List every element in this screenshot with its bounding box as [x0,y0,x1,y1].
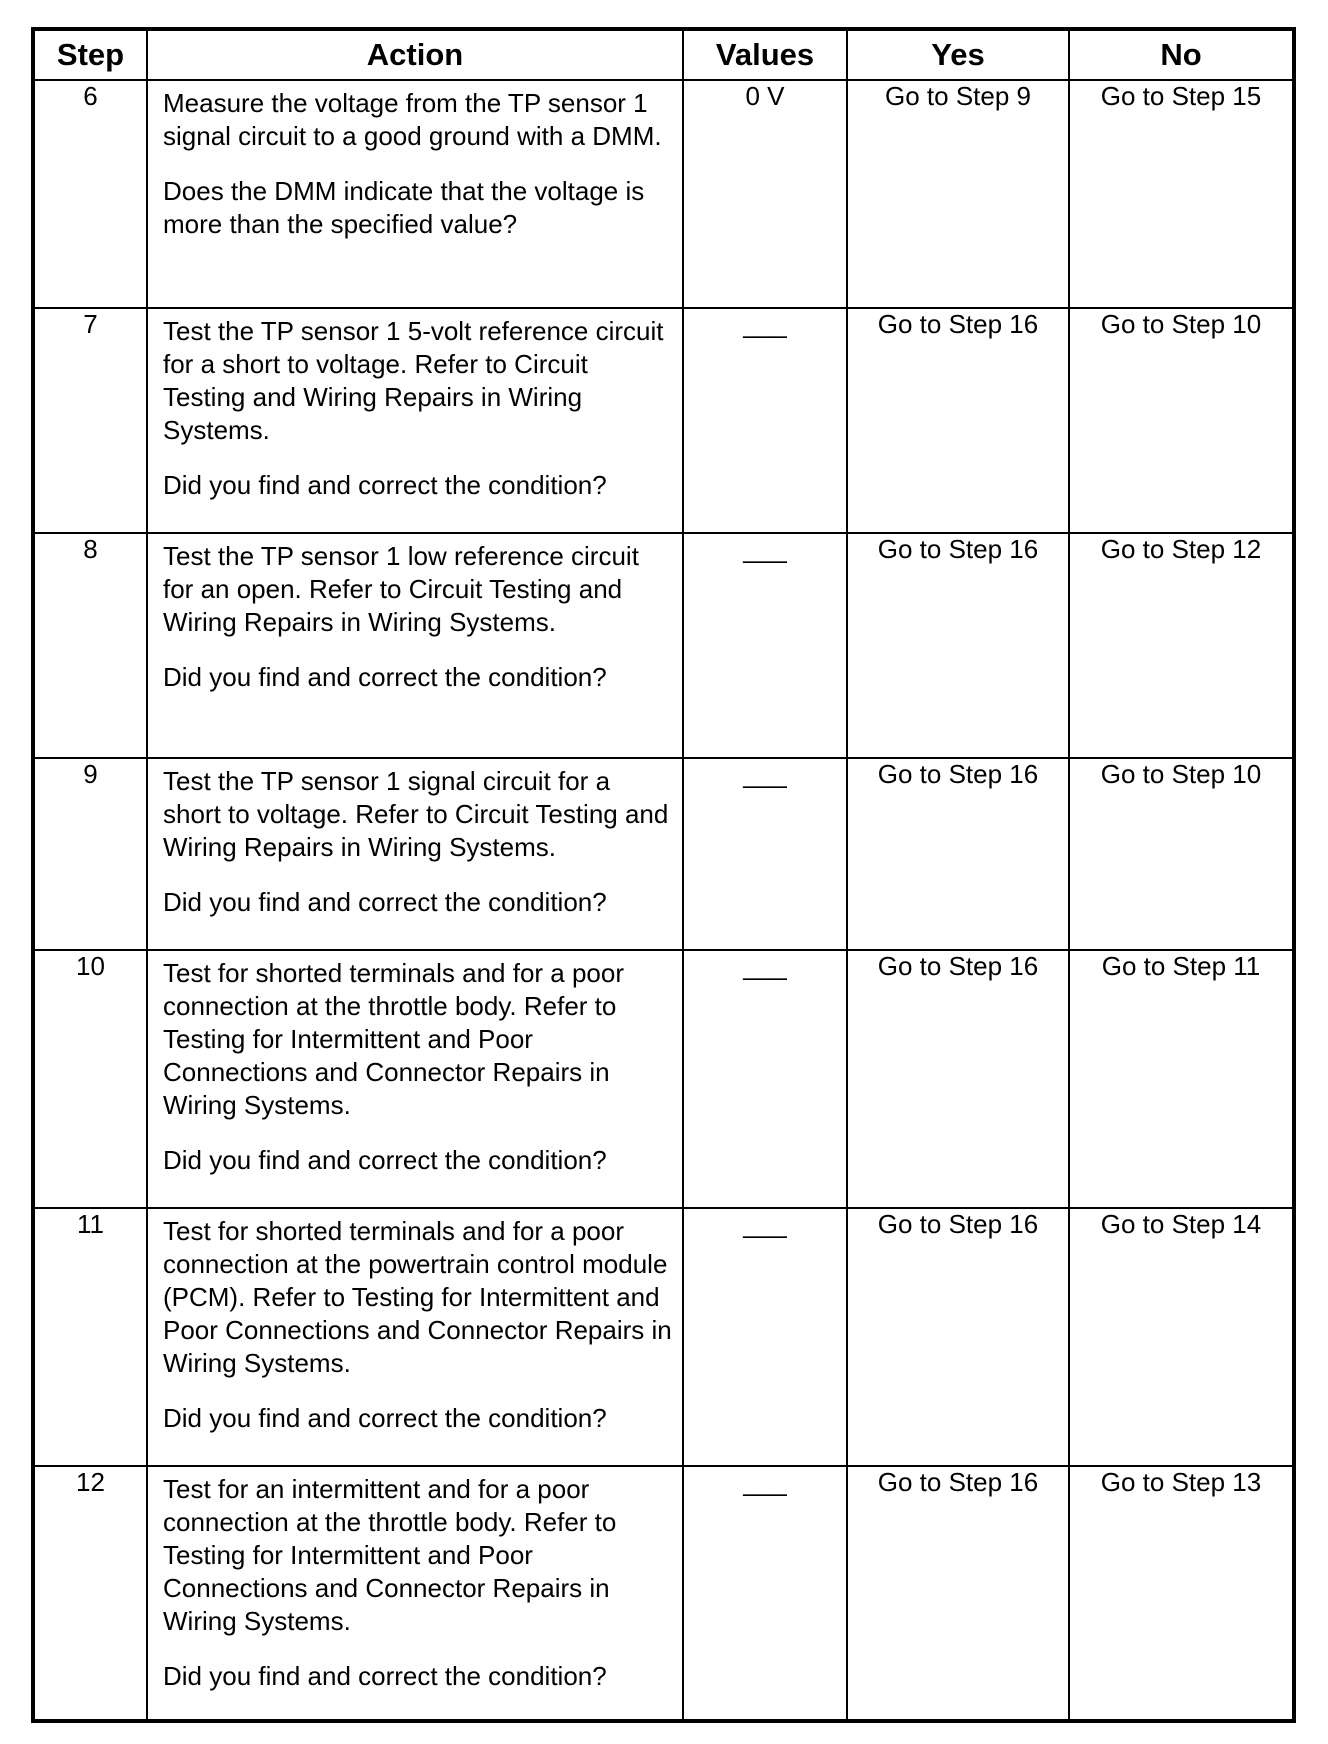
no-cell [1069,1466,1294,1721]
action-question: Does the DMM indicate that the voltage is more than the specified value? [163,176,645,239]
yes-goto: Go to Step 16 [877,1467,1039,1497]
value-cell: ___ [683,308,847,533]
diagnostic-table [31,27,1296,1723]
action-question: Did you find and correct the condition? [163,887,607,917]
yes-cell [847,1466,1069,1721]
yes-cell [847,308,1069,533]
action-instruction: Test for shorted terminals and for a poor connection at the throttle body. Refer to Testing for Intermittent and Poor Connections and Connector Repairs in Wiring Systems. [163,958,625,1120]
step-number: 11 [33,1208,147,1466]
header-action: Action [147,29,683,80]
no-goto: Go to Step 10 [1100,309,1262,339]
value-cell: ___ [683,950,847,1208]
step-number: 10 [33,950,147,1208]
value-cell: ___ [683,1466,847,1721]
action-cell [147,80,683,308]
yes-cell [847,758,1069,950]
action-instruction: Test the TP sensor 1 low reference circuit for an open. Refer to Circuit Testing and Wiring Repairs in Wiring Systems. [163,541,639,637]
no-goto: Go to Step 10 [1100,759,1262,789]
action-instruction: Measure the voltage from the TP sensor 1 signal circuit to a good ground with a DMM. [163,88,662,151]
yes-goto: Go to Step 16 [877,309,1039,339]
table-row [33,758,1294,950]
yes-cell [847,80,1069,308]
yes-goto: Go to Step 16 [877,759,1039,789]
no-goto: Go to Step 15 [1100,81,1262,111]
header-yes: Yes [847,29,1069,80]
step-number: 7 [33,308,147,533]
action-instruction: Test for an intermittent and for a poor connection at the throttle body. Refer to Testing for Intermittent and Poor Connections and Connector Repairs in Wiring Systems. [163,1474,617,1636]
yes-cell [847,533,1069,758]
yes-goto: Go to Step 9 [885,81,1031,111]
action-instruction: Test the TP sensor 1 5-volt reference circuit for a short to voltage. Refer to Circuit Testing and Wiring Repairs in Wiring Systems. [163,316,664,445]
table-row [33,1466,1294,1721]
yes-goto: Go to Step 16 [877,951,1039,981]
action-question: Did you find and correct the condition? [163,662,607,692]
no-cell [1069,80,1294,308]
action-cell [147,533,683,758]
action-cell [147,1208,683,1466]
step-number: 6 [33,80,147,308]
no-cell [1069,950,1294,1208]
header-step: Step [33,29,147,80]
yes-cell [847,950,1069,1208]
value-cell: ___ [683,533,847,758]
value-cell: ___ [683,1208,847,1466]
no-cell [1069,533,1294,758]
yes-cell [847,1208,1069,1466]
action-instruction: Test for shorted terminals and for a poor connection at the powertrain control module (PCM). Refer to Testing for Intermittent and Poor Connections and Connector Repairs in Wiring Systems. [163,1216,672,1378]
no-goto: Go to Step 14 [1100,1209,1262,1239]
header-values: Values [683,29,847,80]
step-number: 12 [33,1466,147,1721]
action-cell [147,758,683,950]
value-cell: 0 V [683,80,847,308]
action-cell [147,308,683,533]
table-row [33,1208,1294,1466]
action-cell [147,950,683,1208]
no-goto: Go to Step 11 [1101,951,1261,981]
action-instruction: Test the TP sensor 1 signal circuit for a short to voltage. Refer to Circuit Testing and Wiring Repairs in Wiring Systems. [163,766,669,862]
value-cell: ___ [683,758,847,950]
action-cell [147,1466,683,1721]
step-number: 8 [33,533,147,758]
action-question: Did you find and correct the condition? [163,470,607,500]
table-row [33,533,1294,758]
action-question: Did you find and correct the condition? [163,1145,607,1175]
header-row [33,29,1294,80]
no-goto: Go to Step 12 [1100,534,1262,564]
action-question: Did you find and correct the condition? [163,1661,607,1691]
header-no: No [1069,29,1294,80]
no-cell [1069,1208,1294,1466]
yes-goto: Go to Step 16 [877,534,1039,564]
yes-goto: Go to Step 16 [877,1209,1039,1239]
no-cell [1069,758,1294,950]
table-row [33,308,1294,533]
no-cell [1069,308,1294,533]
step-number: 9 [33,758,147,950]
table-row [33,950,1294,1208]
action-question: Did you find and correct the condition? [163,1403,607,1433]
table-row [33,80,1294,308]
no-goto: Go to Step 13 [1100,1467,1262,1497]
